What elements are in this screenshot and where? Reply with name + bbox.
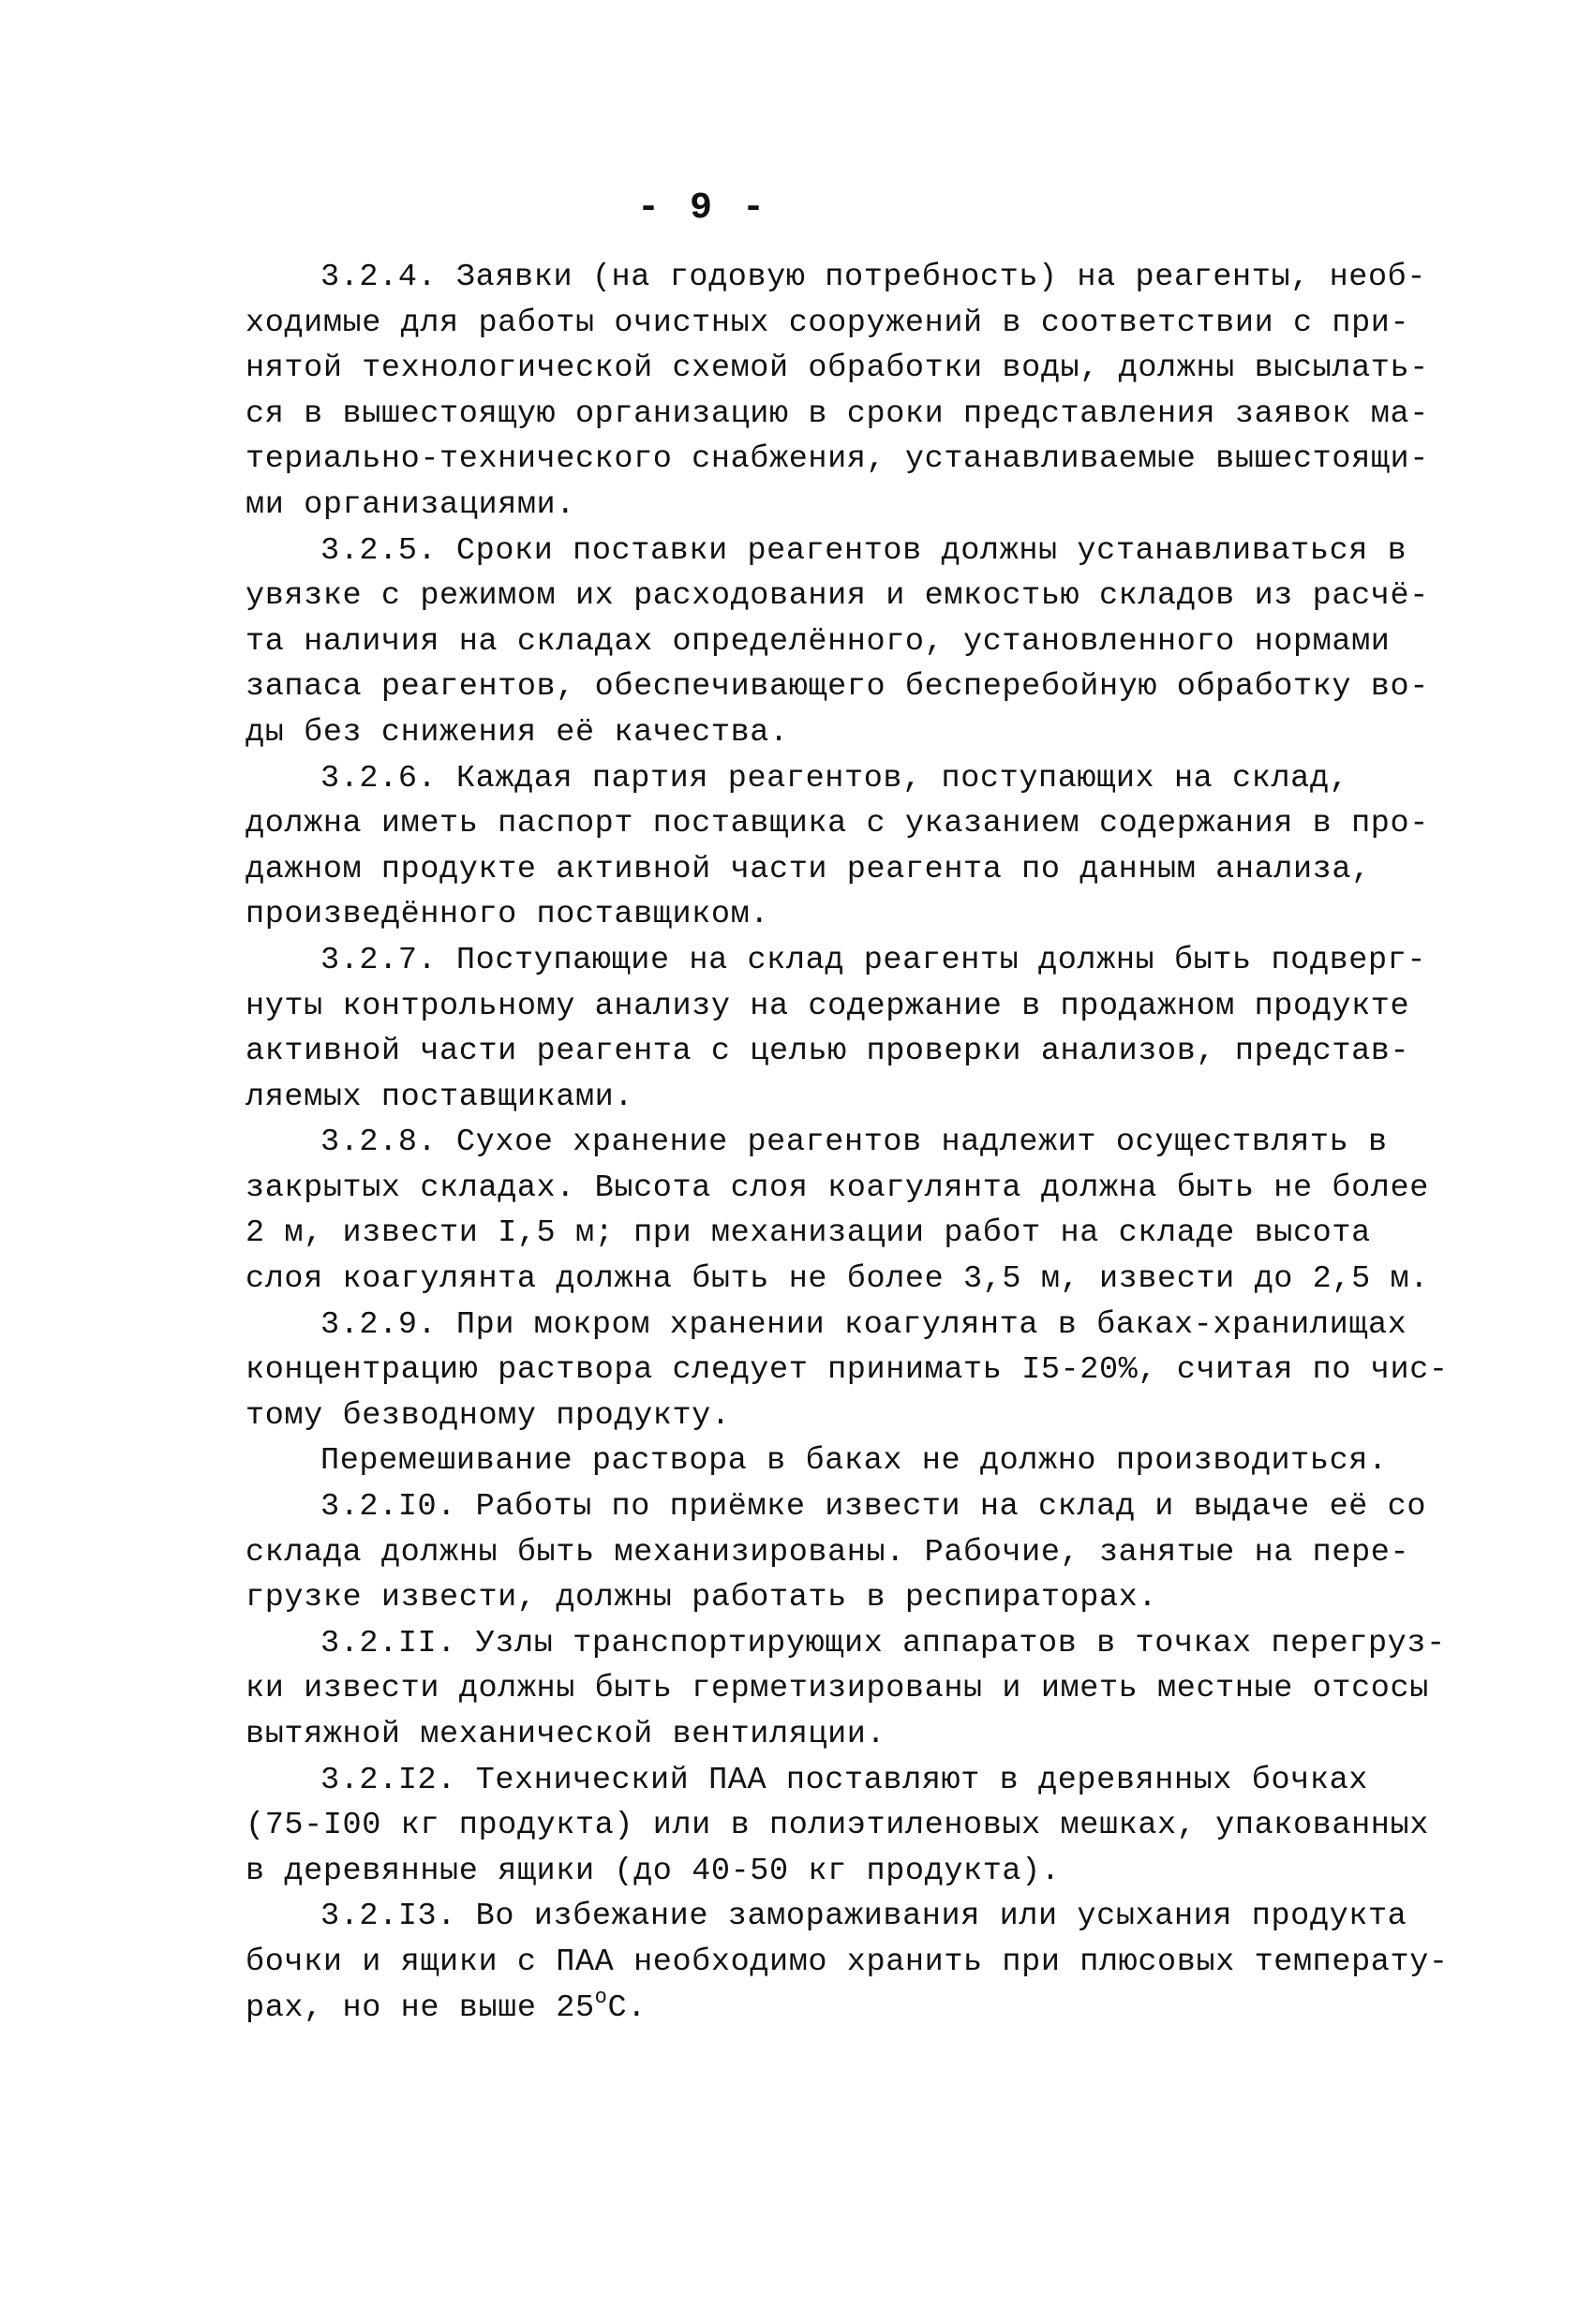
text-line: 3.2.8. Сухое хранение реагентов надлежит осуществлять в — [320, 1125, 1388, 1161]
text-line: Перемешивание раствора в баках не должно производиться. — [320, 1443, 1388, 1480]
text-line: в деревянные ящики (до 40-50 кг продукта). — [246, 1853, 1061, 1889]
text-line: нятой технологической схемой обработки воды, должны высылать- — [246, 350, 1429, 387]
text-line: ки извести должны быть герметизированы и иметь местные отсосы — [246, 1671, 1429, 1707]
text-line: ляемых поставщиками. — [246, 1079, 634, 1115]
text-line: активной части реагента с целью проверки анализов, представ- — [246, 1034, 1410, 1070]
text-line: дажном продукте активной части реагента по данным анализа, — [246, 851, 1371, 887]
text-line: ми организациями. — [246, 486, 575, 523]
text-line: слоя коагулянта должна быть не более 3,5 м, извести до 2,5 м. — [246, 1261, 1429, 1298]
text-line-last — [246, 1986, 1398, 2032]
text-line: концентрацию раствора следует принимать I5-20%, считая по чис- — [246, 1352, 1449, 1389]
text-line: грузке извести, должны работать в респираторах. — [246, 1580, 1158, 1616]
text-line: 3.2.II. Узлы транспортирующих аппаратов в точках перегруз- — [320, 1625, 1446, 1661]
text-line: запаса реагентов, обеспечивающего бесперебойную обработку во- — [246, 669, 1429, 706]
text-line: 2 м, извести I,5 м; при механизации работ на складе высота — [246, 1215, 1371, 1252]
text-line-last-unit: С. — [607, 1989, 647, 2026]
text-line: 3.2.7. Поступающие на склад реагенты должны быть подверг- — [320, 942, 1427, 978]
text-line: произведённого поставщиком. — [246, 897, 769, 933]
text-line: 3.2.I2. Технический ПАА поставляют в деревянных бочках — [320, 1762, 1368, 1798]
text-line: вытяжной механической вентиляции. — [246, 1717, 886, 1752]
text-line: увязке с режимом их расходования и емкостью складов из расчё- — [246, 578, 1429, 615]
text-line: (75-I00 кг продукта) или в полиэтиленовых мешках, упакованных — [246, 1808, 1429, 1844]
text-line: 3.2.I3. Во избежание замораживания или усыхания продукта — [320, 1899, 1407, 1935]
text-line: склада должны быть механизированы. Рабочие, занятые на пере- — [246, 1534, 1410, 1571]
body-text — [246, 255, 1449, 2031]
text-line: териально-технического снабжения, устанавливаемые вышестоящи- — [246, 441, 1429, 478]
page-number: - 9 - — [636, 187, 769, 230]
text-line: ходимые для работы очистных сооружений в соответствии с при- — [246, 305, 1410, 341]
text-line: тому безводному продукту. — [246, 1397, 731, 1434]
text-line: 3.2.9. При мокром хранении коагулянта в баках-хранилищах — [320, 1306, 1407, 1343]
text-line: 3.2.5. Сроки поставки реагентов должны устанавливаться в — [320, 532, 1407, 569]
text-line: ды без снижения её качества. — [246, 714, 789, 751]
degree-superscript: о — [594, 1985, 608, 2009]
text-line: закрытых складах. Высота слоя коагулянта должна быть не более — [246, 1169, 1429, 1206]
text-line: ся в вышестоящую организацию в сроки представления заявок ма- — [246, 395, 1429, 432]
text-line: 3.2.4. Заявки (на годовую потребность) на реагенты, необ- — [320, 260, 1427, 295]
text-line-last-main: рах, но не выше 25 — [246, 1989, 595, 2026]
text-line: должна иметь паспорт поставщика с указанием содержания в про- — [246, 806, 1429, 842]
text-line: бочки и ящики с ПАА необходимо хранить при плюсовых температу- — [246, 1944, 1449, 1980]
text-line: та наличия на складах определённого, установленного нормами — [246, 623, 1391, 660]
text-line: нуты контрольному анализу на содержание в продажном продукте — [246, 988, 1410, 1024]
text-line: 3.2.6. Каждая партия реагентов, поступающих на склад, — [320, 760, 1349, 797]
text-line: 3.2.I0. Работы по приёмке извести на склад и выдаче её со — [320, 1489, 1427, 1526]
